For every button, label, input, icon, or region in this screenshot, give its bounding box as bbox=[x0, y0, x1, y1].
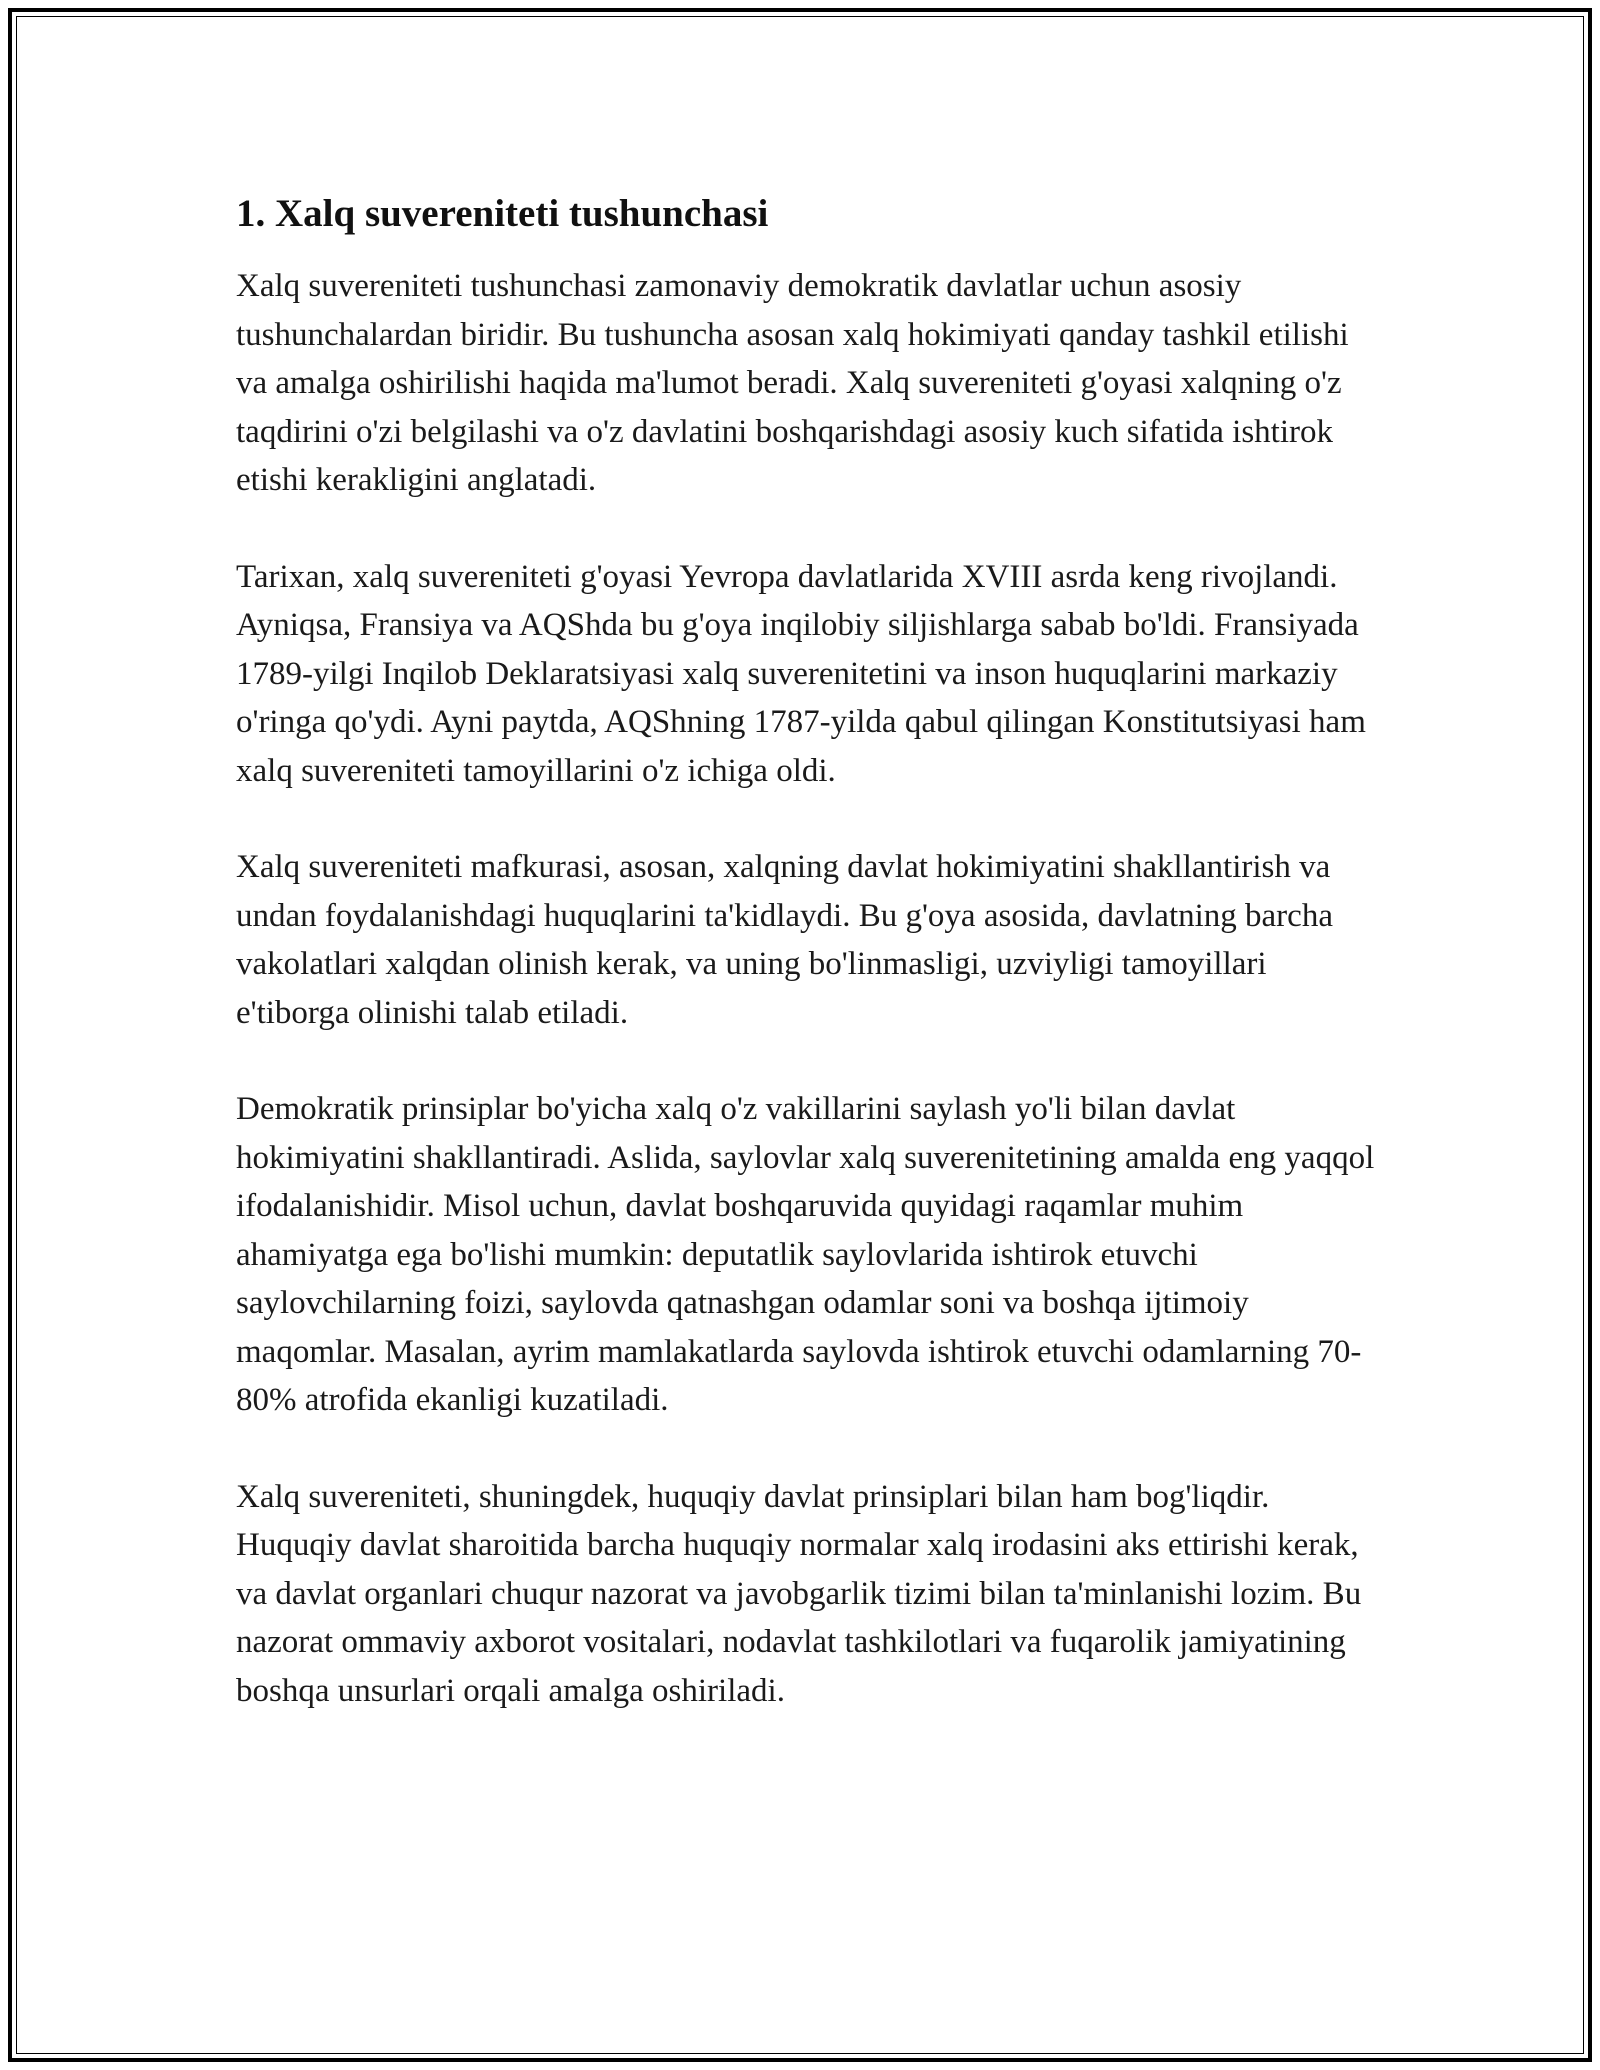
paragraph-1: Xalq suvereniteti tushunchasi zamonaviy demokratik davlatlar uchun asosiy tushunchalardan biridir. Bu tushuncha asosan xalq hokimiyati qanday tashkil etilishi va amalga oshirilishi haqida ma'lumot beradi. Xalq suvereniteti g'oyasi xalqning o'z taqdirini o'zi belgilashi va o'z davlatini boshqarishdagi asosiy kuch sifatida ishtirok etishi kerakligini anglatadi. bbox=[236, 268, 1349, 498]
document-body bbox=[236, 186, 1376, 1763]
section-heading: 1. Xalq suvereniteti tushunchasi bbox=[236, 192, 769, 235]
paragraph-2: Tarixan, xalq suvereniteti g'oyasi Yevropa davlatlarida XVIII asrda keng rivojlandi. Ayniqsa, Fransiya va AQShda bu g'oya inqilobiy siljishlarga sabab bo'ldi. Fransiyada 1789-yilgi Inqilob Deklaratsiyasi xalq suverenitetini va inson huquqlarini markaziy o'ringa qo'ydi. Ayni paytda, AQShning 1787-yilda qabul qilingan Konstitutsiyasi ham xalq suvereniteti tamoyillarini o'z ichiga oldi. bbox=[236, 558, 1366, 789]
paragraph-4: Demokratik prinsiplar bo'yicha xalq o'z vakillarini saylash yo'li bilan davlat hokimiyatini shakllantiradi. Aslida, saylovlar xalq suverenitetining amalda eng yaqqol ifodalanishidir. Misol uchun, davlat boshqaruvida quyidagi raqamlar muhim ahamiyatga ega bo'lishi mumkin: deputatlik saylovlarida ishtirok etuvchi saylovchilarning foizi, saylovda qatnashgan odamlar soni va boshqa ijtimoiy maqomlar. Masalan, ayrim mamlakatlarda saylovda ishtirok etuvchi odamlarning 70-80% atrofida ekanligi kuzatiladi. bbox=[236, 1091, 1375, 1418]
paragraph-5: Xalq suvereniteti, shuningdek, huquqiy davlat prinsiplari bilan ham bog'liqdir. Huquqiy davlat sharoitida barcha huquqiy normalar xalq irodasini aks ettirishi kerak, va davlat organlari chuqur nazorat va javobgarlik tizimi bilan ta'minlanishi lozim. Bu nazorat ommaviy axborot vositalari, nodavlat tashkilotlari va fuqarolik jamiyatining boshqa unsurlari orqali amalga oshiriladi. bbox=[236, 1478, 1362, 1709]
paragraph-3: Xalq suvereniteti mafkurasi, asosan, xalqning davlat hokimiyatini shakllantirish va undan foydalanishdagi huquqlarini ta'kidlaydi. Bu g'oya asosida, davlatning barcha vakolatlari xalqdan olinish kerak, va uning bo'linmasligi, uzviyligi tamoyillari e'tiborga olinishi talab etiladi. bbox=[236, 849, 1333, 1031]
